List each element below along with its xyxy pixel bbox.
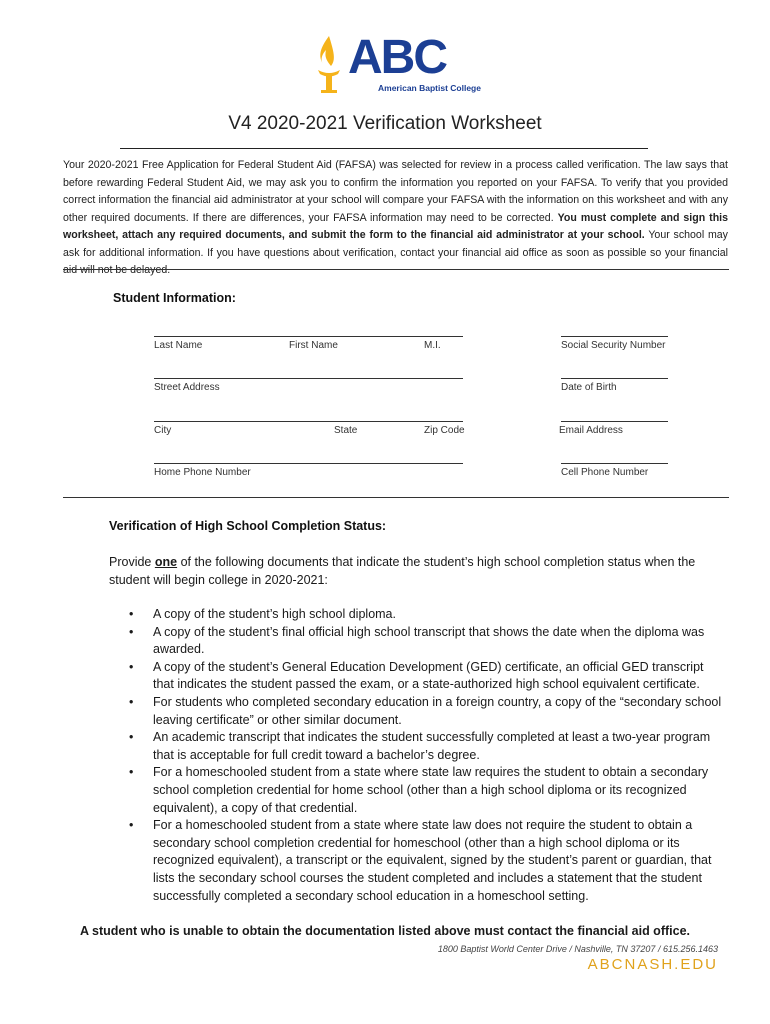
bullet-icon: • <box>129 730 134 745</box>
ssn-field[interactable] <box>561 336 668 337</box>
name-field[interactable] <box>154 336 463 337</box>
email-label: Email Address <box>559 425 623 436</box>
cell-phone-field[interactable] <box>561 463 668 464</box>
list-item <box>125 817 725 905</box>
dob-field[interactable] <box>561 378 668 379</box>
intro-bold-text: You must complete and sign this worksheet, attach any required documents, and submit the form to the financial aid administrator at your school. <box>63 211 729 241</box>
document-list <box>125 606 725 905</box>
last-name-label: Last Name <box>154 340 203 351</box>
contact-warning: A student who is unable to obtain the documentation listed above must contact the financial aid office. <box>79 924 690 938</box>
list-item-text: An academic transcript that indicates the student successfully completed at least a two-year program that is acceptable for full credit toward a bachelor’s degree. <box>153 730 711 762</box>
list-item-text: For a homeschooled student from a state where state law does not require the student to obtain a secondary school completion credential for homeschool (other than a high school diploma or its recognized equivalent), a transcript or the equivalent, signed by the student’s parent or guardian, that lists the secondary school courses the student completed and includes a statement that the student successfully completed a secondary school education in a homeschool setting. <box>153 818 712 903</box>
zip-label: Zip Code <box>424 425 465 436</box>
flame-icon <box>312 34 346 94</box>
hs-heading: Verification of High School Completion Status: <box>109 519 387 533</box>
city-label: City <box>154 425 172 436</box>
bullet-icon: • <box>129 765 134 780</box>
dob-label: Date of Birth <box>561 382 617 393</box>
bullet-icon: • <box>129 659 134 674</box>
list-item <box>125 606 725 624</box>
student-info-divider <box>63 497 729 498</box>
logo-wordmark: ABC <box>348 31 446 84</box>
title-divider <box>120 148 648 149</box>
list-item <box>125 729 725 764</box>
college-logo <box>312 31 481 96</box>
hs-intro <box>109 553 729 589</box>
list-item-text: A copy of the student’s General Education Development (GED) certificate, an official GED transcript that indicates the student passed the exam, or a state-authorized high school equivalent certificate. <box>153 659 704 692</box>
list-item <box>125 659 725 694</box>
first-name-label: First Name <box>289 340 338 351</box>
street-label: Street Address <box>154 382 220 393</box>
intro-text-2: Your school may ask for additional information. If you have questions about verification, contact your financial aid office as soon as possible so your financial aid will not be delayed. <box>63 229 728 276</box>
intro-divider <box>63 269 729 270</box>
page-title: V4 2020-2021 Verification Worksheet <box>228 113 542 134</box>
list-item <box>125 764 725 817</box>
hs-intro-one: one <box>154 555 178 569</box>
list-item-text: For a homeschooled student from a state where state law requires the student to obtain a secondary school completion credential for home school (other than a high school diploma or its recognized equivalent), a copy of that credential. <box>153 765 709 815</box>
list-item-text: For students who completed secondary education in a foreign country, a copy of the “secondary school leaving certificate” or other similar document. <box>153 694 722 727</box>
list-item <box>125 624 725 659</box>
city-state-zip-field[interactable] <box>154 421 463 422</box>
bullet-icon: • <box>129 818 134 833</box>
home-phone-field[interactable] <box>154 463 463 464</box>
state-label: State <box>334 425 358 436</box>
student-info-heading: Student Information: <box>113 291 236 305</box>
hs-intro-post: of the following documents that indicate the student’s high school completion status when the student will begin college in 2020-2021: <box>109 555 696 587</box>
list-item-text: A copy of the student’s final official high school transcript that shows the date when the diploma was awarded. <box>153 624 705 657</box>
home-phone-label: Home Phone Number <box>154 467 251 478</box>
list-item-text: A copy of the student’s high school diploma. <box>153 607 396 621</box>
ssn-label: Social Security Number <box>561 340 666 351</box>
cell-phone-label: Cell Phone Number <box>561 467 649 478</box>
hs-intro-pre: Provide <box>109 555 155 569</box>
email-field[interactable] <box>561 421 668 422</box>
list-item <box>125 694 725 729</box>
bullet-icon: • <box>129 624 134 639</box>
bullet-icon: • <box>129 607 134 621</box>
mi-label: M.I. <box>424 340 441 351</box>
intro-text-1: Your 2020-2021 Free Application for Federal Student Aid (FAFSA) was selected for review in a process called verification. The law says that before rewarding Federal Student Aid, we may ask you to confirm the information you reported on your FAFSA. To verify that you provided correct information the financial aid administrator at your school will compare your FAFSA with the information on this worksheet and with any other required documents. If there are differences, your FAFSA information may need to be corrected. <box>63 159 728 224</box>
intro-paragraph <box>63 157 728 280</box>
footer-website[interactable]: ABCNASH.EDU <box>587 956 718 973</box>
street-field[interactable] <box>154 378 463 379</box>
footer-address: 1800 Baptist World Center Drive / Nashville, TN 37207 / 615.256.1463 <box>437 944 718 954</box>
logo-subtitle: American Baptist College <box>378 83 481 93</box>
bullet-icon: • <box>129 694 134 709</box>
